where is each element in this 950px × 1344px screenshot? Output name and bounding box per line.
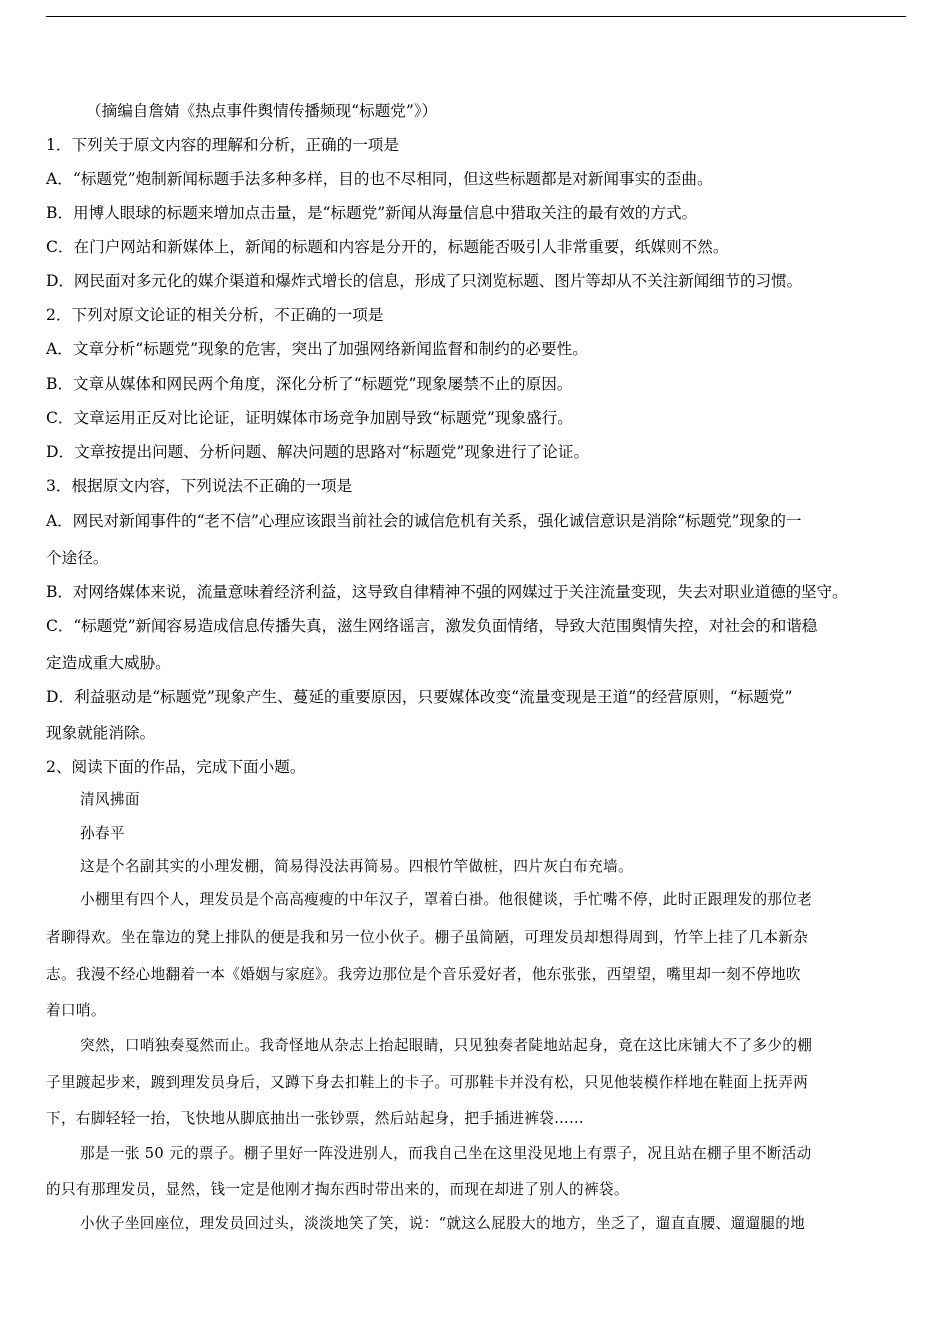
- story-paragraph-line: 下，右脚轻轻一抬，飞快地从脚底抽出一张钞票，然后站起身，把手插进裤袋……: [46, 1110, 584, 1127]
- story-paragraph-line: 小伙子坐回座位，理发员回过头，淡淡地笑了笑，说：“就这么屁股大的地方，坐乏了，遛直直腰、遛遛腿的地: [80, 1215, 806, 1232]
- question-3-option-a-cont: 个途径。: [46, 549, 109, 567]
- question-2-option-a: A．文章分析“标题党”现象的危害，突出了加强网络新闻监督和制约的必要性。: [46, 340, 588, 358]
- story-paragraph-line: 突然，口哨独奏戛然而止。我奇怪地从杂志上抬起眼睛，只见独奏者陡地站起身，竟在这比床铺大不了多少的棚: [80, 1037, 813, 1054]
- question-1-stem: 1．下列关于原文内容的理解和分析，正确的一项是: [46, 136, 399, 154]
- question-3-option-c-cont: 定造成重大威胁。: [46, 654, 171, 672]
- question-2-stem: 2．下列对原文论证的相关分析，不正确的一项是: [46, 306, 384, 324]
- story-paragraph-line: 那是一张 50 元的票子。棚子里好一阵没进别人，而我自己坐在这里没见地上有票子，况且站在棚子里不断活动: [80, 1145, 812, 1162]
- story-paragraph-line: 的只有那理发员，显然，钱一定是他刚才掏东西时带出来的，而现在却进了别人的裤袋。: [46, 1181, 629, 1198]
- question-3-option-d: D．利益驱动是“标题党”现象产生、蔓延的重要原因，只要媒体改变“流量变现是王道”的经营原则，“标题党”: [46, 688, 793, 706]
- question-3-option-c: C．“标题党”新闻容易造成信息传播失真，滋生网络谣言，激发负面情绪，导致大范围舆情失控，对社会的和谐稳: [46, 617, 818, 635]
- source-citation: （摘编自詹婧《热点事件舆情传播频现“标题党”》）: [86, 102, 438, 120]
- question-2-option-b: B．文章从媒体和网民两个角度，深化分析了“标题党”现象屡禁不止的原因。: [46, 375, 573, 393]
- story-paragraph-line: 这是个名副其实的小理发棚，简易得没法再简易。四根竹竿做桩，四片灰白布充墙。: [80, 858, 633, 875]
- question-1-option-d: D．网民面对多元化的媒介渠道和爆炸式增长的信息，形成了只浏览标题、图片等却从不关注新闻细节的习惯。: [46, 272, 803, 290]
- question-2-option-c: C．文章运用正反对比论证，证明媒体市场竞争加剧导致“标题党”现象盛行。: [46, 409, 573, 427]
- question-3-option-b: B．对网络媒体来说，流量意味着经济利益，这导致自律精神不强的网媒过于关注流量变现，失去对职业道德的坚守。: [46, 583, 848, 601]
- story-title: 清风拂面: [80, 791, 140, 808]
- header-rule: [46, 16, 906, 17]
- reading-heading: 2、阅读下面的作品，完成下面小题。: [46, 758, 306, 776]
- question-3-option-d-cont: 现象就能消除。: [46, 724, 156, 742]
- story-paragraph-line: 小棚里有四个人，理发员是个高高瘦瘦的中年汉子，罩着白褂。他很健谈，手忙嘴不停，此时正跟理发的那位老: [80, 891, 813, 908]
- question-1-option-c: C．在门户网站和新媒体上，新闻的标题和内容是分开的，标题能否吸引人非常重要，纸媒则不然。: [46, 238, 729, 256]
- story-paragraph-line: 子里踱起步来，踱到理发员身后，又蹲下身去扣鞋上的卡子。可那鞋卡并没有松，只见他装模作样地在鞋面上抚弄两: [46, 1074, 809, 1091]
- story-paragraph-line: 着口哨。: [46, 1002, 106, 1019]
- story-author: 孙春平: [80, 825, 125, 842]
- question-1-option-a: A．“标题党”炮制新闻标题手法多种多样，目的也不尽相同，但这些标题都是对新闻事实的歪曲。: [46, 170, 713, 188]
- question-1-option-b: B．用博人眼球的标题来增加点击量，是“标题党”新闻从海量信息中猎取关注的最有效的方式。: [46, 204, 698, 222]
- question-3-option-a: A．网民对新闻事件的“老不信”心理应该跟当前社会的诚信危机有关系，强化诚信意识是消除“标题党”现象的一: [46, 512, 802, 530]
- question-3-stem: 3．根据原文内容，下列说法不正确的一项是: [46, 477, 353, 495]
- story-paragraph-line: 者聊得欢。坐在靠边的凳上排队的便是我和另一位小伙子。棚子虽简陋，可理发员却想得周到，竹竿上挂了几本新杂: [46, 929, 809, 946]
- question-2-option-d: D．文章按提出问题、分析问题、解决问题的思路对“标题党”现象进行了论证。: [46, 443, 590, 461]
- story-paragraph-line: 志。我漫不经心地翻着一本《婚姻与家庭》。我旁边那位是个音乐爱好者，他东张张，西望望，嘴里却一刻不停地吹: [46, 966, 801, 983]
